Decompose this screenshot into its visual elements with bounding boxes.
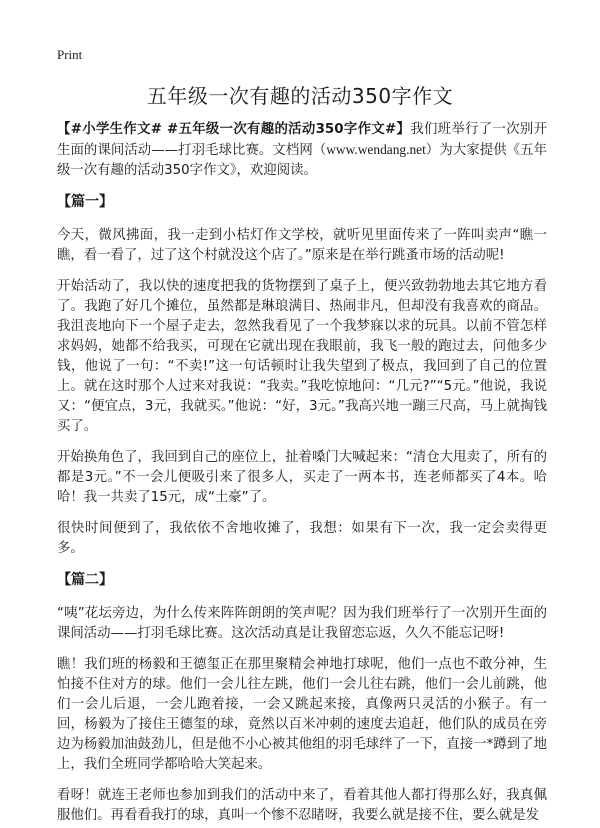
page-title: 五年级一次有趣的活动350字作文 [146, 84, 454, 108]
print-link[interactable]: Print [57, 47, 83, 62]
paragraph: “咦”花坛旁边，为什么传来阵阵朗朗的笑声呢？因为我们班举行了一次别开生面的课间活动——打羽毛球比赛。这次活动真是让我留恋忘返，久久不能忘记呀! [57, 606, 547, 641]
paragraph: 看呀！就连王老师也参加到我们的活动中来了，看着其他人都打得那么好，我真佩服他们。再看看我打的球，真叫一个惨不忍睹呀，我要么就是接不住，要么就是发 [57, 788, 547, 823]
paragraph: 开始换角色了，我回到自己的座位上，扯着嗓门大喊起来：“清仓大甩卖了，所有的都是3元。”不一会儿便吸引来了很多人，买走了一两本书，连老师都买了4本。哈哈！我一共卖了15元，成“土豪”了。 [57, 450, 547, 505]
article-body [57, 120, 547, 828]
intro-tag: 【#小学生作文# #五年级一次有趣的活动350字作文#】 [57, 122, 411, 137]
section-heading-2: 【篇二】 [57, 572, 113, 588]
intro-paragraph [57, 120, 547, 181]
paragraph: 很快时间便到了，我依依不舍地收摊了，我想：如果有下一次，我一定会卖得更多。 [57, 521, 547, 556]
intro-text-after-url: ）为大家提供《五年级一次有趣的活动350字作文》，欢迎阅读。 [57, 143, 548, 178]
intro-text-before-url: 我们班举行了一次别开生面的课间活动——打羽毛球比赛。文档网（ [57, 122, 547, 158]
paragraph: 今天，微风拂面，我一走到小桔灯作文学校，就听见里面传来了一阵叫卖声“瞧一瞧，看一看了，过了这个村就没这个店了。”原来是在举行跳蚤市场的活动呢! [57, 228, 547, 263]
site-url: www.wendang.net [326, 142, 426, 157]
section-heading-1: 【篇一】 [57, 194, 113, 210]
paragraph: 瞧！我们班的杨毅和王德玺正在那里聚精会神地打球呢，他们一点也不敢分神，生怕接不住对方的球。他们一会儿往左跳，他们一会儿往右跳，他们一会儿前跳，他们一会儿后退，一会儿跑着接，一会又跳起来接，真像两只灵活的小猴子。有一回，杨毅为了接住王德玺的球，竟然以百米冲刺的速度去追赶，他们队的成员在旁边为杨毅加油鼓劲儿，但是他不小心被其他组的羽毛球绊了一下，直接一*蹲到了地上，我们全班同学都哈哈大笑起来。 [57, 657, 547, 772]
paragraph: 开始活动了，我以快的速度把我的货物摆到了桌子上，便兴致勃勃地去其它地方看了。我跑了好几个摊位，虽然都是琳琅满目、热闹非凡，但却没有我喜欢的商品。我沮丧地向下一个屋子走去，忽然我看见了一个我梦寐以求的玩具。以前不管怎样求妈妈，她都不给我买，可现在它就出现在我眼前，我飞一般的跑过去，问他多少钱，他说了一句：“不卖!”这一句话顿时让我失望到了极点，我回到了自己的位置上。就在这时那个人过来对我说：“我卖。”我吃惊地问：“几元?”“5元。”他说，我说又：“便宜点，3元，我就买。”他说：“好，3元。”我高兴地一蹦三尺高，马上就掏钱买了。 [57, 279, 547, 434]
